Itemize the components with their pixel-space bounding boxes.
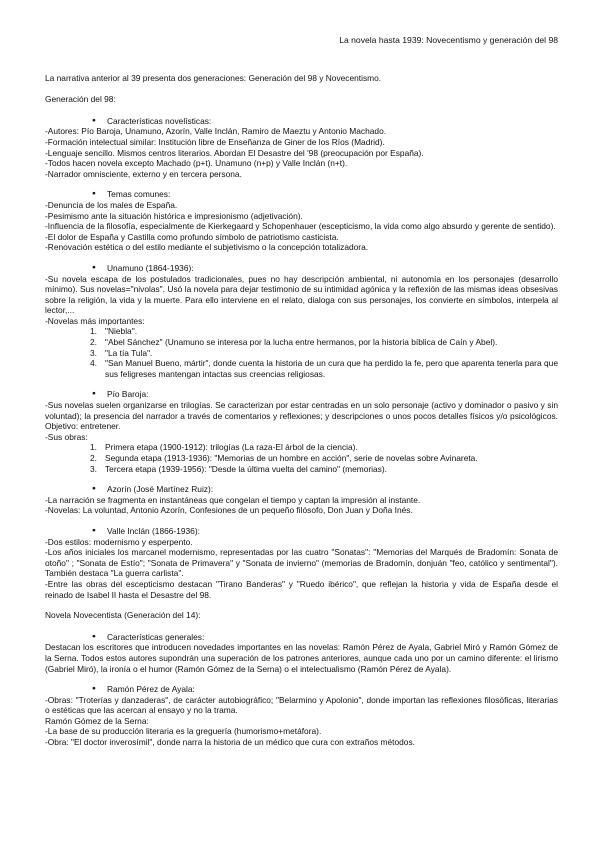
list-number: 1. [90, 326, 97, 337]
list-number: 4. [90, 358, 97, 369]
subheading-gomez-serna: Ramón Gómez de la Serna: [45, 715, 149, 726]
paragraph-ayala: -Obras: "Troterías y danzaderas", de carácter autobiográfico; "Belarmino y Apolonio", donde importan las reflexiones filosóficas, literarias o estéticas que las acercan al ensayo y no la trama. [45, 694, 558, 716]
section-title-novecentismo: Novela Novecentista (Generación del 14): [45, 610, 201, 621]
text-line: -Influencia de la filosofía, especialmente de Kierkegaard y Schopenhauer (escepticismo, la vida como algo absurdo y gerente de sentido). [45, 221, 556, 232]
list-item [45, 348, 558, 359]
text-line: -Renovación estética o del estilo mediante el subjetivismo o la concepción totalizadora. [45, 242, 369, 253]
list-item-text: "Abel Sánchez" (Unamuno se interesa por la lucha entre hermanos, por la historia bíblica de Caín y Abel). [105, 337, 498, 348]
block-unamuno [45, 263, 558, 380]
bullet-heading-caracteristicas: ● Características novelísticas: [45, 116, 558, 127]
bullet-heading-baroja: ● Pío Baroja: [45, 389, 558, 400]
list-item-text: "Niebla". [105, 326, 138, 337]
list-number: 2. [90, 337, 97, 348]
text-line: -La base de su producción literaria es la greguería (humorismo+metáfora). [45, 726, 322, 737]
text-line: -Todos hacen novela excepto Machado (p+t). Unamuno (n+p) y Valle Inclán (n+t). [45, 158, 348, 169]
bullet-heading-temas: ● Temas comunes: [45, 189, 558, 200]
list-item [45, 326, 558, 337]
list-item [45, 442, 558, 453]
text-line: -Narrador omnisciente, externo y en tercera persona. [45, 168, 242, 179]
works-list-baroja [45, 442, 558, 474]
text-line: -Autores: Pío Baroja, Unamuno, Azorín, Valle Inclán, Ramiro de Maeztu y Antonio Machado. [45, 126, 387, 137]
block-valle [45, 526, 558, 600]
block-caracteristicas [45, 116, 558, 180]
block-azorin [45, 484, 558, 516]
list-item-text: Tercera etapa (1939-1956): "Desde la última vuelta del camino" (memorias). [105, 463, 387, 474]
bullet-heading-unamuno: ● Unamuno (1864-1936): [45, 263, 558, 274]
bullet-heading-azorin: ● Azorín (José Martínez Ruiz): [45, 484, 558, 495]
text-line: -Lenguaje sencillo. Mismos centros literarios. Abordan El Desastre del '98 (preocupación por España). [45, 147, 424, 158]
paragraph-unamuno: -Su novela escapa de los postulados tradicionales, pues no hay descripción ambiental, ni autonomía en los personajes (desarrollo mínimo). Sus novelas="nivolas". Usó la novela para dejar testimonio de su intimidad agónica y la reflexión de las mismas ideas obsesivas sobre la religión, la vida y la muerte. Para ello interviene en el relato, dialoga con sus personajes, los convierte en símbolos, interpela al lector,... [45, 273, 558, 316]
paragraph-novecentismo: Destacan los escritores que introducen novedades importantes en las novelas: Ramón Pérez de Ayala, Gabriel Miró y Ramón Gómez de la Serna. Todos estos autores supondrán una superación de los patrones anteriores, aunque cada uno por un camino diferente: el lirismo (Gabriel Miró), la ironía o el humor (Ramón Gómez de la Serna) o el intelectualismo (Ramón Pérez de Ayala). [45, 642, 558, 674]
list-number: 3. [90, 347, 97, 358]
text-line: -El dolor de España y Castilla como profundo símbolo de patriotismo casticista. [45, 231, 339, 242]
text-line: -Formación intelectual similar: Institución libre de Enseñanza de Giner de los Ríos (Madrid). [45, 136, 385, 147]
page-header: La novela hasta 1939: Novecentismo y generación del 98 [339, 35, 558, 45]
list-item [45, 453, 558, 464]
list-number: 3. [90, 463, 97, 474]
list-number: 1. [90, 442, 97, 453]
bullet-heading-ayala: ● Ramón Pérez de Ayala: [45, 684, 558, 695]
text-line: -Novelas: La voluntad, Antonio Azorín, Confesiones de un pequeño filósofo, Don Juan y Doña Inés. [45, 505, 413, 516]
bullet-heading-caracteristicas-generales: ● Características generales: [45, 632, 558, 643]
intro-paragraph: La narrativa anterior al 39 presenta dos generaciones: Generación del 98 y Novecentismo. [45, 72, 382, 83]
text-line: -Denuncia de los males de España. [45, 199, 178, 210]
list-heading-baroja: -Sus obras: [45, 431, 88, 442]
list-item-text: Primera etapa (1900-1912): trilogías (La raza-El árbol de la ciencia). [105, 442, 358, 453]
text-line: -Obra: "El doctor inverosímil", donde narra la historia de un médico que cura con extraños métodos. [45, 737, 415, 748]
block-temas [45, 189, 558, 253]
block-ayala [45, 684, 558, 748]
block-baroja [45, 389, 558, 474]
text-line: -La narración se fragmenta en instantáneas que congelan el tiempo y captan la impresión al instante. [45, 494, 421, 505]
paragraph-baroja: -Sus novelas suelen organizarse en trilogías. Se caracterizan por estar centradas en un solo personaje (activo y dominador o pasivo y sin voluntad); la presencia del narrador a través de comentarios y reflexiones; y descripciones o unos pocos detalles físicos y/o psicológicos. Objetivo: entretener. [45, 400, 558, 432]
list-item-text: Segunda etapa (1913-1936): "Memorias de un hombre en acción", serie de novelas sobre Avinareta. [105, 453, 478, 463]
list-item [45, 464, 558, 475]
bullet-heading-valle: ● Valle Inclán (1866-1936): [45, 526, 558, 537]
text-line: -Dos estilos: modernismo y esperpento. [45, 536, 193, 547]
list-number: 2. [90, 453, 97, 463]
list-item-text: "San Manuel Bueno, mártir", donde cuenta la historia de un cura que ha perdido la fe, pero que aparenta tenerla para que sus feligreses mantengan intactas sus creencias religiosas. [105, 358, 558, 379]
paragraph-valle-escepticismo: -Entre las obras del escepticismo destacan "Tirano Banderas" y "Ruedo ibérico", que reflejan la historia y vida de España desde el reinado de Isabel II hasta el Desastre del 98. [45, 578, 558, 600]
novel-list-unamuno [45, 326, 558, 379]
document-page [45, 35, 558, 758]
list-item [45, 337, 558, 348]
list-heading-unamuno: -Novelas más importantes: [45, 315, 145, 326]
block-caracteristicas-generales [45, 632, 558, 674]
section-title-gen98: Generación del 98: [45, 94, 116, 105]
list-item-text: "La tía Tula". [105, 347, 153, 358]
list-item [45, 358, 558, 379]
text-line: -Pesimismo ante la situación histórica e impresionismo (adjetivación). [45, 210, 303, 221]
paragraph-valle-modernismo: -Los años iniciales los marcanel modernismo, representadas por las cuatro "Sonatas": "Memorias del Marqués de Bradomín: Sonata de otoño" ; "Sonata de Estío"; "Sonata de Primavera" y "Sonata de invierno" (memorias de Bradomín, donjuán "feo, católico y sentimental"). También destaca "La guerra carlista". [45, 547, 558, 579]
